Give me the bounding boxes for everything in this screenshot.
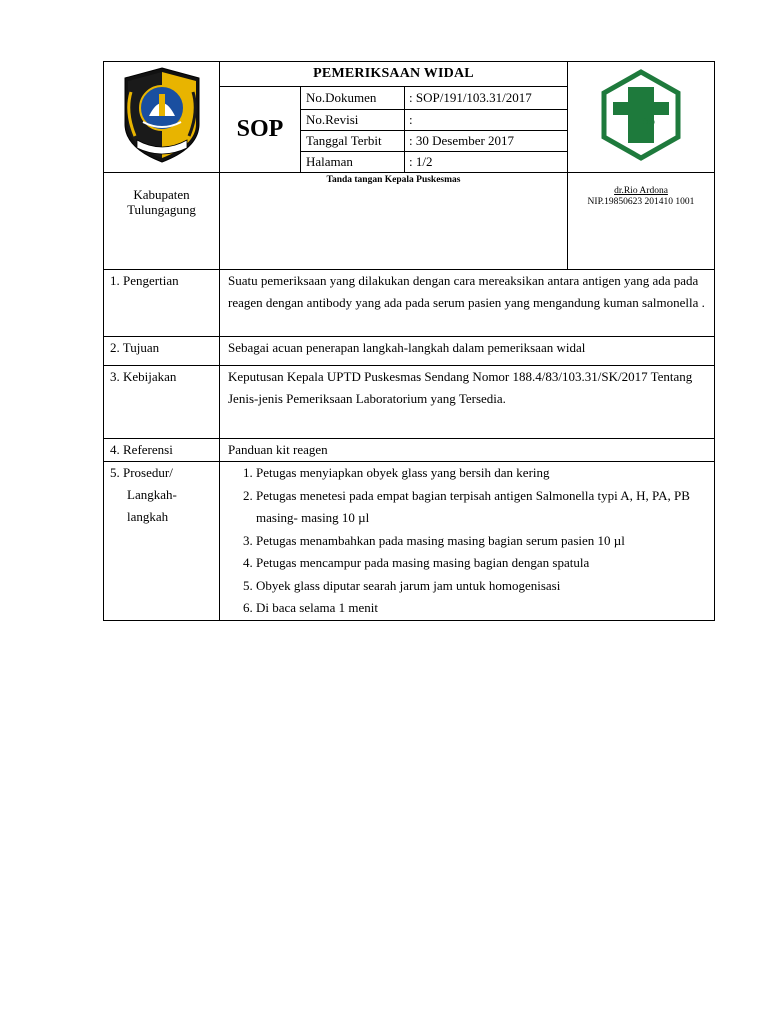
section-steps-prosedur <box>220 462 715 621</box>
procedure-step: 3. Petugas menambahkan pada masing masing bagian serum pasien 10 µl <box>256 530 708 553</box>
meta-value-no-revisi: : <box>405 110 568 131</box>
section-text-kebijakan: Keputusan Kepala UPTD Puskesmas Sendang Nomor 188.4/83/103.31/SK/2017 Tentang Jenis-jenis Pemeriksaan Laboratorium yang Tersedia. <box>220 366 715 439</box>
procedure-step: 4. Petugas mencampur pada masing masing bagian dengan spatula <box>256 552 708 575</box>
procedure-step: 2. Petugas menetesi pada empat bagian terpisah antigen Salmonella typi A, H, PA, PB masing- masing 10 µl <box>256 485 708 530</box>
prosedur-label-line-1: 5. Prosedur/ <box>110 465 173 480</box>
section-label-prosedur <box>104 462 220 621</box>
procedure-steps-list <box>228 462 708 620</box>
sop-document <box>103 61 714 621</box>
meta-value-halaman: : 1/2 <box>405 152 568 173</box>
section-text-referensi: Panduan kit reagen <box>220 439 715 462</box>
puskesmas-emblem-icon <box>595 69 687 161</box>
procedure-step: 6. Di baca selama 1 menit <box>256 597 708 620</box>
signature-label: Tanda tangan Kepala Puskesmas <box>220 173 568 270</box>
regency-line-2: Tulungagung <box>127 202 196 217</box>
sop-table <box>103 61 715 621</box>
section-label-tujuan: 2. Tujuan <box>104 337 220 366</box>
doctor-signature-block <box>568 173 715 270</box>
meta-value-no-dokumen: : SOP/191/103.31/2017 <box>405 87 568 110</box>
tulungagung-crest-icon <box>119 66 205 164</box>
meta-label-tanggal-terbit: Tanggal Terbit <box>301 131 405 152</box>
prosedur-label-line-3: langkah <box>127 509 169 524</box>
document-title: PEMERIKSAAN WIDAL <box>220 62 568 87</box>
section-label-pengertian: 1. Pengertian <box>104 270 220 337</box>
doctor-nip: NIP.19850623 201410 1001 <box>587 197 695 207</box>
meta-label-no-dokumen: No.Dokumen <box>301 87 405 110</box>
meta-label-no-revisi: No.Revisi <box>301 110 405 131</box>
section-label-referensi: 4. Referensi <box>104 439 220 462</box>
section-text-pengertian: Suatu pemeriksaan yang dilakukan dengan cara mereaksikan antara antigen yang ada pada reagen dengan antibody yang ada pada serum pasien yang mengandung kuman salmonella . <box>220 270 715 337</box>
regency-name <box>104 173 220 270</box>
doctor-name: dr.Rio Ardona <box>614 186 668 196</box>
regency-logo-cell <box>104 62 220 173</box>
meta-value-tanggal-terbit: : 30 Desember 2017 <box>405 131 568 152</box>
section-text-tujuan: Sebagai acuan penerapan langkah-langkah dalam pemeriksaan widal <box>220 337 715 366</box>
regency-line-1: Kabupaten <box>133 187 190 202</box>
procedure-step: 5. Obyek glass diputar searah jarum jam untuk homogenisasi <box>256 575 708 598</box>
section-label-kebijakan: 3. Kebijakan <box>104 366 220 439</box>
meta-label-halaman: Halaman <box>301 152 405 173</box>
puskesmas-logo-cell <box>568 62 715 173</box>
prosedur-label-line-2: Langkah- <box>127 487 177 502</box>
procedure-step: 1. Petugas menyiapkan obyek glass yang bersih dan kering <box>256 462 708 485</box>
sop-label: SOP <box>220 87 301 173</box>
